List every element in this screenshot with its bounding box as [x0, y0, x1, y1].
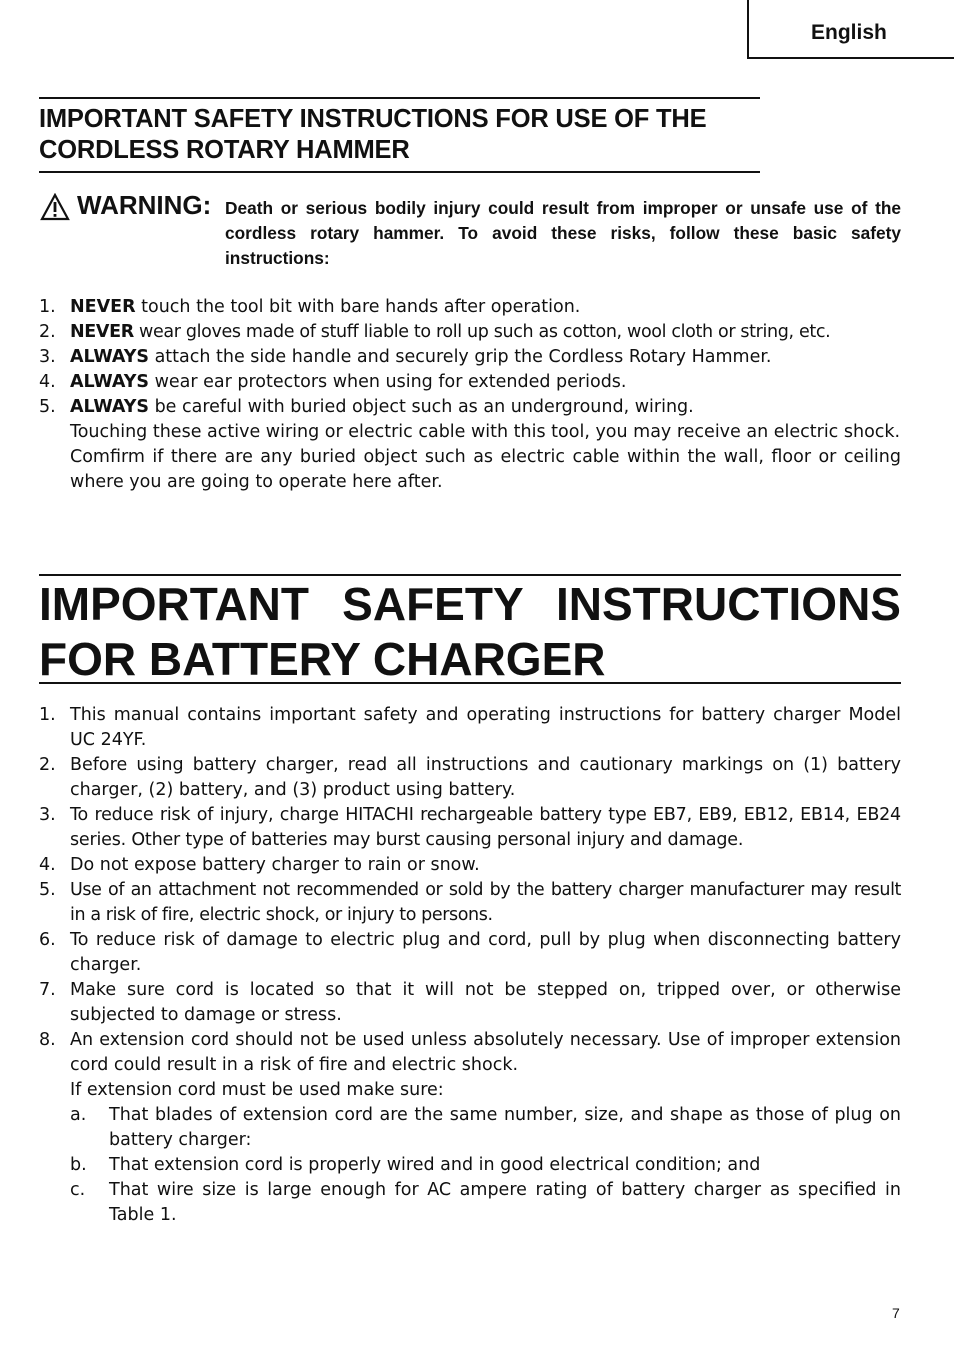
section1-title-line1: IMPORTANT SAFETY INSTRUCTIONS FOR USE OF THE: [39, 105, 707, 133]
section2-title-line2: FOR BATTERY CHARGER: [39, 633, 606, 685]
warning-label: WARNING:: [77, 190, 212, 220]
list-item: 6. To reduce risk of damage to electric plug and cord, pull by plug when disconnecting battery charger.: [39, 930, 901, 975]
sub-list-item: a. That blades of extension cord are the same number, size, and shape as those of plug on battery charger:: [70, 1105, 901, 1150]
warning-triangle-icon: [40, 193, 70, 221]
section1-title-line2: CORDLESS ROTARY HAMMER: [39, 136, 410, 164]
tool-safety-list: [39, 295, 901, 495]
list-item: 4. Do not expose battery charger to rain or snow.: [39, 855, 480, 875]
list-item: 4. ALWAYS wear ear protectors when using for extended periods.: [39, 372, 627, 392]
list-item: 1. NEVER touch the tool bit with bare hands after operation.: [39, 297, 581, 317]
sub-list-item: b. That extension cord is properly wired and in good electrical condition; and: [70, 1155, 761, 1175]
list-item: 2. Before using battery charger, read all instructions and cautionary markings on (1) battery charger, (2) battery, and (3) product using battery.: [39, 755, 901, 800]
list-item: 7. Make sure cord is located so that it will not be stepped on, tripped over, or otherwise subjected to damage or stress.: [39, 980, 901, 1025]
warning-text: Death or serious bodily injury could result from improper or unsafe use of the cordless rotary hammer. To avoid these risks, follow these basic safety instructions:: [225, 198, 901, 268]
list-item: 5. Use of an attachment not recommended or sold by the battery charger manufacturer may result in a risk of fire, electric shock, or injury to persons.: [39, 880, 901, 925]
list-item: 3. To reduce risk of injury, charge HITACHI rechargeable battery type EB7, EB9, EB12, EB14, EB24 series. Other type of batteries may burst causing personal injury and damage.: [39, 805, 901, 850]
section2-heading: [39, 574, 901, 684]
list-item: 1. This manual contains important safety and operating instructions for battery charger Model UC 24YF.: [39, 705, 901, 750]
extension-cord-sublist: [70, 1103, 901, 1228]
page-number: 7: [892, 1305, 900, 1321]
sub-list-item: c. That wire size is large enough for AC ampere rating of battery charger as specified in Table 1.: [70, 1180, 901, 1225]
language-tab: [747, 0, 954, 59]
language-label: English: [811, 21, 887, 44]
list-item: 3. ALWAYS attach the side handle and securely grip the Cordless Rotary Hammer.: [39, 347, 772, 367]
section2-title-line1: IMPORTANT SAFETY INSTRUCTIONS: [39, 578, 901, 630]
list-item: 8. An extension cord should not be used unless absolutely necessary. Use of improper extension cord could result in a risk of fire and electric shock. If extension cord must be used make sure: a. That blades of extension cord are the same number, size, and shape as those of plug on battery charger: b. That extension cord is properly wired and in good electrical condition; and c. That wire size is large enough for AC ampere rating of battery charger as specified in Table 1.: [39, 1028, 901, 1228]
section1-heading: [39, 97, 760, 173]
charger-safety-list: [39, 703, 901, 1228]
list-item: 2. NEVER wear gloves made of stuff liable to roll up such as cotton, wool cloth or string, etc.: [39, 322, 831, 342]
list-item: 5. ALWAYS be careful with buried object such as an underground, wiring. Touching these active wiring or electric cable with this tool, you may receive an electric shock. Comfirm if there are any buried object such as electric cable within the wall, floor or ceiling where you are going to operate here after.: [39, 397, 901, 492]
